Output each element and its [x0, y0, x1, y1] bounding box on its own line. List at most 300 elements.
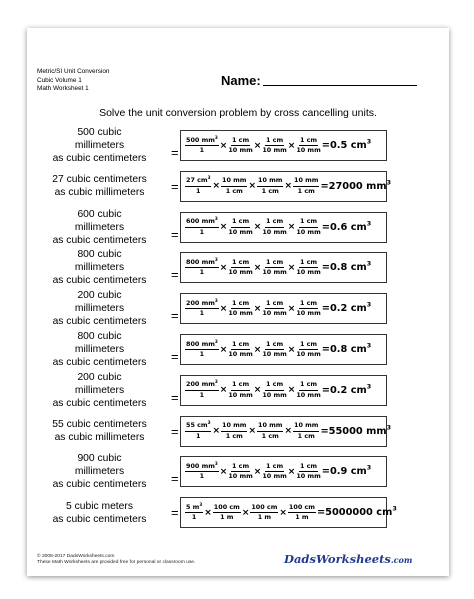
conversion-fraction	[185, 297, 219, 318]
answer-exponent: 3	[366, 464, 372, 473]
fraction-denominator: 1 cm	[261, 186, 279, 195]
question-line: as cubic centimeters	[52, 153, 147, 164]
fraction-denominator: 1	[199, 227, 205, 236]
conversion-fraction	[293, 177, 319, 195]
fraction-denominator: 1	[199, 309, 205, 318]
problem-question	[27, 173, 172, 199]
fraction-numerator	[185, 338, 219, 351]
question-line: as cubic centimeters	[52, 357, 147, 368]
numerator-exponent: 3	[214, 379, 218, 385]
fraction-numerator	[185, 297, 219, 310]
numerator-text: 1 cm	[232, 257, 250, 266]
question-line: 500 cubic	[77, 127, 122, 138]
fraction-numerator	[185, 501, 203, 514]
question-line: as cubic centimeters	[52, 513, 147, 525]
numerator-text: 1 cm	[232, 217, 250, 226]
numerator-exponent: 3	[214, 460, 218, 466]
fraction-denominator: 10 mm	[296, 350, 321, 358]
problem-question	[27, 452, 172, 491]
answer-value: 5000000 cm	[325, 507, 393, 519]
fraction-numerator	[185, 215, 219, 228]
answer-equals-sign: =	[316, 507, 326, 519]
solution-box	[180, 293, 387, 324]
problem-row	[27, 331, 449, 368]
problem-row	[27, 290, 449, 328]
numerator-exponent: 3	[214, 338, 218, 344]
numerator-text: 1 cm	[299, 461, 318, 470]
numerator-text: 1 cm	[265, 217, 284, 226]
question-line: 800 cubic	[77, 331, 122, 342]
numerator-text: 1 cm	[265, 257, 284, 266]
conversion-fraction	[213, 504, 241, 522]
fraction-numerator	[185, 256, 219, 269]
conversion-fraction	[288, 504, 316, 522]
numerator-text: 10 mm	[294, 176, 319, 185]
numerator-text: 600 mm	[186, 217, 215, 226]
conversion-fraction	[296, 463, 320, 481]
conversion-fraction	[296, 381, 320, 399]
times-sign: ×	[253, 140, 262, 151]
answer	[321, 300, 372, 315]
answer-exponent: 3	[366, 260, 372, 269]
answer	[321, 341, 372, 355]
worksheet-header	[37, 68, 109, 94]
answer-value: 0.8 cm	[329, 344, 367, 355]
answer-value: 0.2 cm	[329, 303, 367, 315]
numerator-text: 1 cm	[299, 380, 318, 389]
fraction-denominator: 1	[199, 350, 205, 358]
conversion-fraction	[262, 463, 286, 481]
fraction-numerator	[185, 381, 219, 391]
fraction-numerator	[257, 177, 283, 187]
fraction-denominator: 10 mm	[262, 472, 287, 481]
fraction-denominator: 1	[196, 431, 201, 440]
times-sign: ×	[287, 466, 296, 477]
numerator-exponent: 3	[214, 297, 218, 303]
question-line: as cubic centimeters	[52, 479, 147, 491]
fraction-numerator	[265, 218, 284, 228]
instructions: Solve the unit conversion problem by cross cancelling units.	[99, 107, 377, 119]
answer-exponent: 3	[366, 382, 372, 391]
numerator-text: 100 cm	[251, 502, 278, 511]
numerator-exponent: 3	[207, 419, 211, 425]
times-sign: ×	[204, 507, 212, 518]
equals-sign: =	[171, 267, 179, 283]
dadsworksheets-logo	[284, 552, 412, 566]
equals-sign: =	[171, 178, 179, 194]
fraction-numerator	[265, 341, 284, 351]
conversion-fraction	[257, 422, 283, 440]
question-line: millimeters	[74, 344, 125, 355]
fraction-numerator	[185, 177, 211, 187]
fraction-numerator	[221, 422, 247, 432]
problem-row	[27, 453, 449, 491]
answer	[322, 466, 371, 477]
question-line: 200 cubic	[77, 371, 122, 383]
problem-question	[27, 330, 172, 369]
numerator-text: 1 cm	[299, 217, 318, 226]
question-line: millimeters	[74, 262, 125, 274]
answer-exponent: 3	[392, 504, 397, 513]
question-line: as cubic centimeters	[52, 234, 147, 246]
problem-row	[27, 208, 449, 246]
question-line: millimeters	[74, 140, 125, 151]
numerator-text: 800 mm	[186, 339, 215, 348]
numerator-text: 200 mm	[186, 380, 215, 389]
answer-exponent: 3	[366, 219, 372, 228]
numerator-text: 10 mm	[222, 176, 247, 185]
fraction-numerator	[299, 463, 318, 473]
fraction-denominator: 10 mm	[228, 390, 253, 399]
fraction-numerator	[231, 381, 250, 391]
times-sign: ×	[219, 344, 228, 355]
answer-value: 55000 mm	[328, 425, 387, 437]
answer-equals-sign: =	[321, 221, 330, 233]
fraction-numerator	[299, 381, 318, 391]
fraction-denominator: 10 mm	[228, 227, 253, 236]
times-sign: ×	[219, 262, 228, 273]
numerator-text: 800 mm	[186, 257, 215, 266]
numerator-text: 55 cm	[186, 421, 208, 430]
solution-box	[180, 375, 387, 406]
fraction-denominator: 1	[199, 146, 205, 154]
fraction-denominator: 10 mm	[228, 350, 253, 358]
question-line: 27 cubic centimeters	[52, 174, 147, 186]
numerator-text: 1 cm	[299, 339, 318, 348]
question-line: 55 cubic centimeters	[52, 419, 147, 431]
answer-equals-sign: =	[321, 384, 330, 396]
worksheet-topic: Metric/SI Unit Conversion	[37, 68, 110, 75]
answer	[321, 137, 372, 151]
conversion-fraction	[250, 504, 278, 522]
answer-equals-sign: =	[321, 303, 330, 315]
fraction-numerator	[299, 341, 318, 351]
fraction-denominator: 10 mm	[262, 268, 287, 277]
equals-sign: =	[171, 505, 179, 521]
times-sign: ×	[219, 140, 228, 151]
question-line: 800 cubic	[77, 249, 122, 261]
answer-value: 0.9 cm	[329, 466, 367, 478]
numerator-text: 200 mm	[186, 298, 215, 307]
fraction-denominator: 1 cm	[297, 186, 315, 195]
question-line: 600 cubic	[77, 208, 122, 220]
problem-question	[27, 289, 172, 328]
conversion-fraction	[185, 338, 219, 359]
fraction-denominator: 1 m	[257, 513, 272, 522]
times-sign: ×	[212, 426, 221, 437]
numerator-exponent: 3	[199, 501, 203, 507]
fraction-numerator	[221, 177, 247, 187]
fraction-numerator	[231, 341, 250, 351]
times-sign: ×	[253, 344, 262, 355]
conversion-fraction	[262, 381, 286, 399]
numerator-text: 1 cm	[232, 298, 250, 307]
numerator-text: 1 cm	[232, 135, 250, 144]
problem-row	[27, 171, 449, 202]
numerator-text: 100 cm	[213, 502, 240, 511]
solution-box	[180, 334, 387, 365]
conversion-fraction	[185, 460, 219, 481]
times-sign: ×	[287, 222, 296, 233]
fraction-denominator: 1	[191, 513, 197, 522]
fraction-numerator	[231, 218, 250, 228]
equals-sign: =	[171, 349, 179, 364]
fraction-denominator: 10 mm	[296, 309, 321, 318]
fraction-numerator	[293, 177, 319, 187]
answer	[316, 504, 397, 519]
numerator-text: 27 cm	[186, 176, 208, 185]
conversion-fraction	[257, 177, 283, 195]
times-sign: ×	[284, 426, 292, 437]
conversion-fraction	[262, 137, 286, 155]
conversion-fraction	[185, 381, 219, 399]
fraction-denominator: 10 mm	[228, 268, 253, 277]
solution-box	[180, 252, 387, 283]
fraction-numerator	[231, 463, 250, 473]
times-sign: ×	[287, 303, 296, 314]
fraction-denominator: 1 m	[220, 513, 234, 522]
conversion-fraction	[185, 501, 203, 522]
numerator-text: 1 cm	[265, 461, 284, 470]
problem-row	[27, 371, 449, 409]
fraction-denominator: 10 mm	[262, 350, 287, 358]
problem-question	[27, 126, 172, 165]
problem-row	[27, 249, 449, 287]
fraction-numerator	[288, 504, 316, 514]
question-line: millimeters	[74, 303, 125, 315]
fraction-numerator	[265, 381, 284, 391]
answer-value: 0.6 cm	[329, 221, 367, 233]
numerator-text: 1 cm	[299, 298, 318, 307]
fraction-numerator	[299, 218, 318, 228]
fraction-denominator: 1 cm	[225, 431, 243, 440]
problem-question	[27, 248, 172, 287]
answer-exponent: 3	[366, 137, 372, 146]
times-sign: ×	[287, 344, 296, 355]
answer-equals-sign: =	[321, 262, 330, 274]
fraction-denominator: 10 mm	[228, 146, 253, 154]
solution-box	[180, 497, 397, 528]
fraction-denominator: 10 mm	[296, 390, 321, 399]
question-line: 900 cubic	[77, 453, 122, 465]
fraction-numerator	[231, 259, 250, 269]
answer-exponent: 3	[386, 178, 392, 187]
numerator-text: 10 mm	[294, 421, 319, 430]
fraction-numerator	[257, 422, 283, 432]
times-sign: ×	[253, 385, 262, 396]
solution-box	[180, 212, 387, 243]
answer	[322, 262, 371, 273]
answer-equals-sign: =	[320, 180, 329, 192]
conversion-fraction	[296, 300, 320, 318]
question-line: millimeters	[74, 384, 125, 396]
solution-box	[180, 171, 392, 202]
conversion-fraction	[293, 422, 319, 440]
question-line: as cubic millimeters	[54, 432, 145, 444]
conversion-fraction	[228, 218, 252, 236]
equals-sign: =	[171, 308, 179, 324]
solution-box	[180, 456, 387, 487]
fraction-numerator	[265, 463, 284, 473]
fraction-denominator: 1 cm	[297, 431, 315, 440]
question-line: as cubic centimeters	[52, 397, 147, 409]
worksheet-page	[27, 28, 449, 576]
problem-question	[27, 208, 172, 247]
fraction-denominator: 10 mm	[262, 227, 287, 236]
fraction-denominator: 10 mm	[262, 146, 287, 154]
answer-equals-sign: =	[321, 140, 330, 151]
times-sign: ×	[219, 385, 228, 396]
fraction-numerator	[185, 419, 211, 432]
fraction-denominator: 10 mm	[262, 390, 287, 399]
numerator-exponent: 3	[214, 215, 218, 221]
times-sign: ×	[279, 507, 287, 518]
conversion-fraction	[228, 300, 252, 318]
answer-value: 27000 mm	[328, 180, 387, 192]
question-line: 200 cubic	[77, 290, 122, 302]
numerator-exponent: 3	[214, 134, 218, 140]
fraction-denominator: 1	[196, 186, 201, 195]
worksheet-number: Math Worksheet 1	[37, 85, 89, 93]
numerator-text: 1 cm	[299, 135, 318, 144]
fraction-denominator: 1 cm	[225, 186, 243, 195]
answer-exponent: 3	[366, 341, 372, 350]
question-line: millimeters	[74, 221, 125, 233]
fraction-denominator: 10 mm	[296, 472, 321, 481]
conversion-fraction	[221, 177, 247, 195]
times-sign: ×	[253, 262, 262, 273]
conversion-fraction	[228, 137, 252, 155]
fraction-denominator: 1 m	[295, 513, 309, 522]
numerator-exponent: 3	[207, 175, 211, 181]
conversion-fraction	[185, 215, 219, 236]
times-sign: ×	[287, 140, 296, 151]
answer-exponent: 3	[366, 300, 372, 309]
name-blank-line	[263, 73, 417, 86]
fraction-numerator	[185, 460, 219, 473]
footer	[37, 554, 195, 567]
conversion-fraction	[262, 300, 286, 318]
logo-text: DadsWorksheets	[284, 552, 391, 566]
problem-row	[27, 497, 449, 528]
conversion-fraction	[228, 259, 252, 277]
answer	[320, 178, 392, 192]
answer	[320, 423, 392, 437]
numerator-text: 100 cm	[288, 502, 315, 511]
fraction-denominator: 1 cm	[261, 431, 279, 440]
times-sign: ×	[287, 262, 296, 273]
question-line: as cubic millimeters	[54, 187, 145, 199]
conversion-fraction	[185, 419, 211, 440]
numerator-text: 1 cm	[265, 135, 284, 144]
fraction-numerator	[231, 300, 250, 310]
question-line: millimeters	[74, 466, 125, 478]
conversion-fraction	[221, 422, 247, 440]
answer-value: 0.8 cm	[329, 262, 367, 274]
solution-box	[180, 416, 392, 447]
fraction-denominator: 1	[199, 268, 205, 277]
problem-row	[27, 127, 449, 164]
equals-sign: =	[171, 471, 179, 487]
fraction-numerator	[299, 259, 318, 269]
conversion-fraction	[228, 341, 252, 359]
answer	[321, 219, 372, 233]
problem-row	[27, 416, 449, 447]
answer-equals-sign: =	[320, 425, 329, 437]
fraction-numerator	[299, 137, 318, 147]
conversion-fraction	[228, 463, 252, 481]
question-line: as cubic centimeters	[52, 316, 147, 328]
numerator-text: 500 mm	[186, 135, 215, 144]
equals-sign: =	[171, 226, 179, 242]
worksheet-subtopic: Cubic Volume 1	[37, 76, 82, 84]
times-sign: ×	[219, 466, 228, 477]
numerator-text: 10 mm	[258, 176, 283, 185]
answer-equals-sign: =	[321, 466, 330, 478]
fraction-denominator: 1	[199, 472, 205, 481]
fraction-numerator	[250, 504, 278, 514]
answer-exponent: 3	[386, 423, 392, 432]
conversion-fraction	[296, 218, 320, 236]
numerator-text: 1 cm	[232, 461, 250, 470]
fraction-denominator: 10 mm	[228, 309, 253, 318]
times-sign: ×	[253, 222, 262, 233]
name-field	[221, 73, 417, 88]
answer	[321, 382, 372, 396]
answer-value: 0.2 cm	[329, 384, 367, 396]
conversion-fraction	[228, 381, 252, 399]
fraction-numerator	[185, 134, 219, 147]
equals-sign: =	[171, 389, 179, 405]
times-sign: ×	[219, 303, 228, 314]
fraction-numerator	[265, 300, 284, 310]
problem-question	[27, 418, 172, 444]
fraction-denominator: 10 mm	[228, 472, 253, 481]
times-sign: ×	[219, 222, 228, 233]
fraction-numerator	[265, 259, 284, 269]
fraction-numerator	[231, 137, 250, 147]
fraction-numerator	[299, 300, 318, 310]
times-sign: ×	[253, 466, 262, 477]
conversion-fraction	[262, 259, 286, 277]
footer-copyright: © 2008-2017 DadsWorksheets.com	[37, 554, 115, 559]
numerator-text: 1 cm	[232, 380, 250, 389]
question-line: as cubic centimeters	[52, 275, 147, 287]
fraction-denominator: 10 mm	[296, 268, 321, 277]
fraction-denominator: 1	[199, 390, 205, 399]
fraction-numerator	[213, 504, 241, 514]
times-sign: ×	[241, 507, 250, 518]
name-label: Name:	[221, 73, 261, 88]
conversion-fraction	[185, 256, 219, 277]
conversion-fraction	[262, 341, 286, 359]
times-sign: ×	[284, 181, 292, 192]
times-sign: ×	[248, 181, 257, 192]
numerator-text: 10 mm	[258, 421, 283, 430]
numerator-text: 1 cm	[299, 257, 318, 266]
numerator-text: 1 cm	[265, 380, 284, 389]
footer-license: These Math Worksheets are provided free for personal or classroom use.	[37, 560, 196, 566]
problem-question	[27, 371, 172, 410]
conversion-fraction	[296, 341, 320, 359]
problem-question	[27, 500, 172, 526]
numerator-text: 1 cm	[265, 298, 284, 307]
question-line: 5 cubic meters	[66, 500, 133, 512]
times-sign: ×	[248, 426, 257, 437]
answer-value: 0.5 cm	[329, 140, 367, 151]
conversion-fraction	[296, 137, 320, 155]
fraction-numerator	[265, 137, 284, 147]
